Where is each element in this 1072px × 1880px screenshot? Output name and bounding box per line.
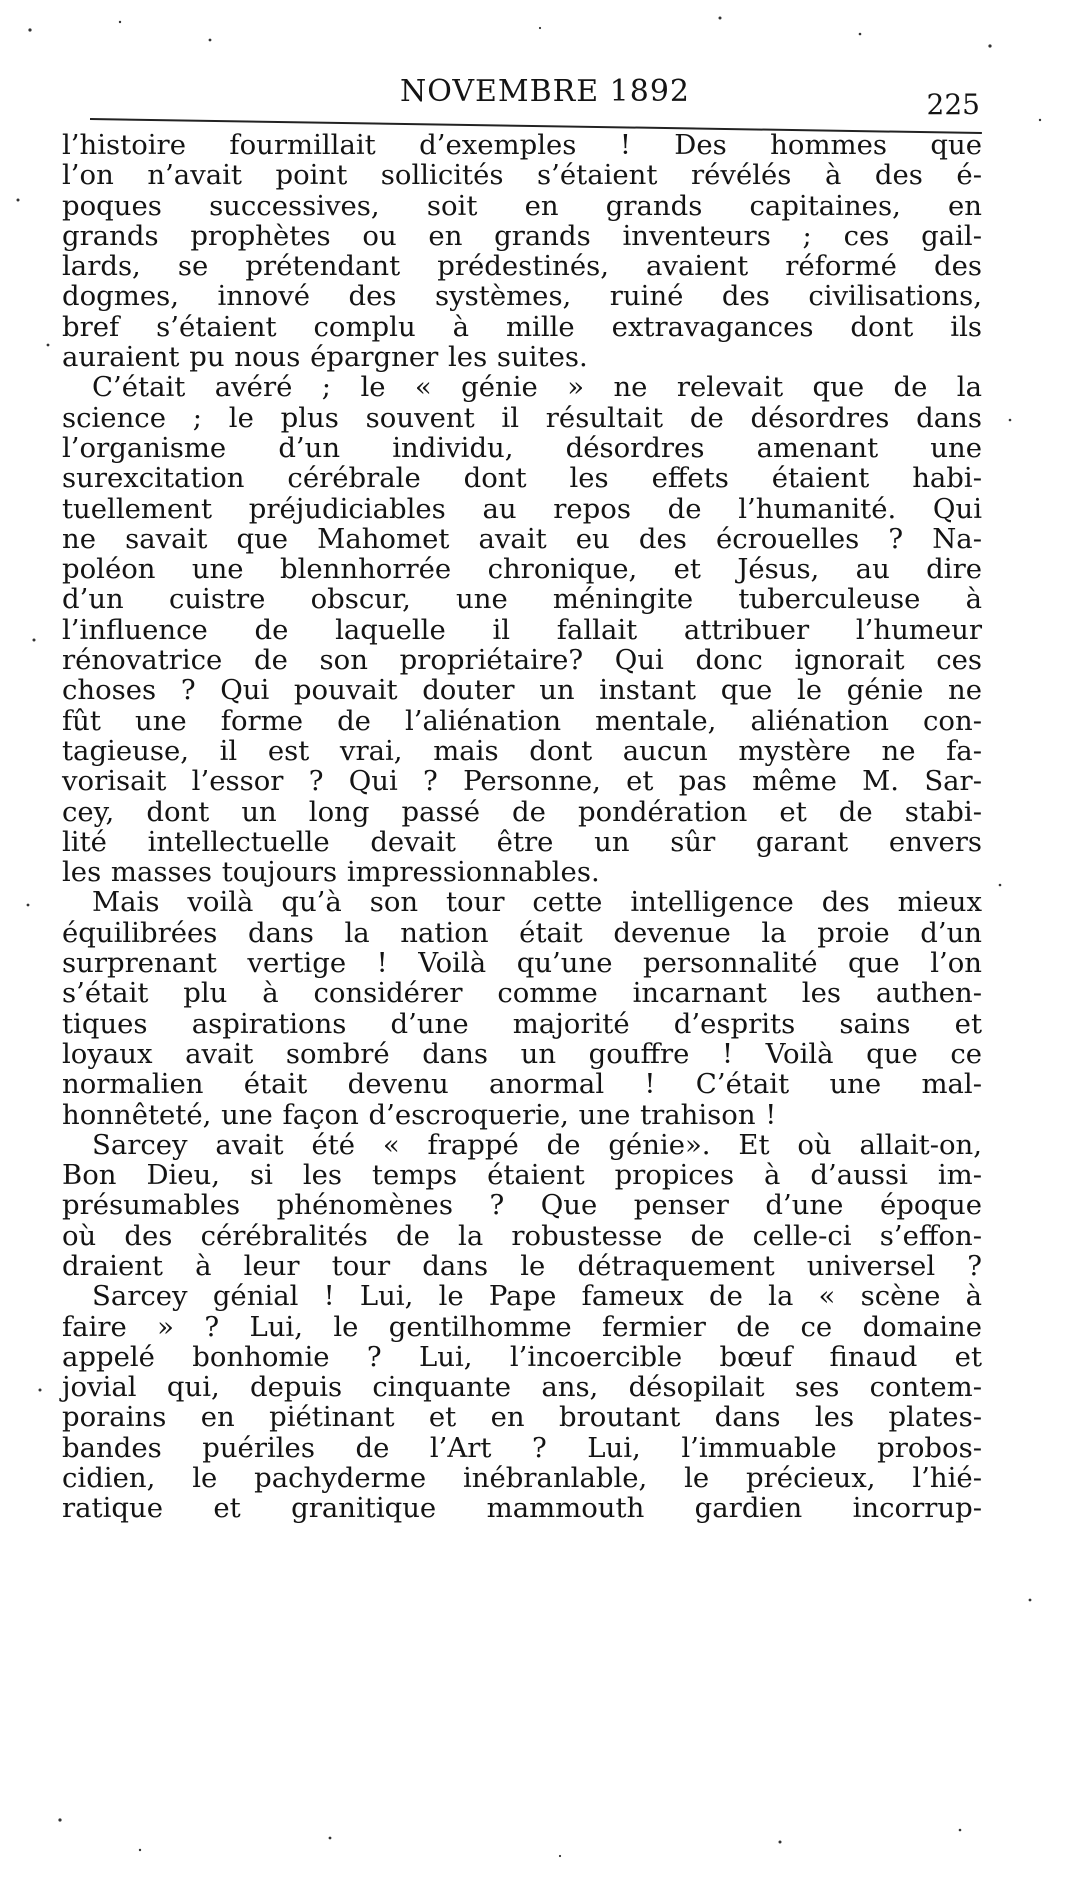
text-line: surprenant vertige ! Voilà qu’une personnalité que l’on [62,947,982,980]
text-line: l’histoire fourmillait d’exemples ! Des hommes que [62,129,982,161]
text-line: tuellement préjudiciables au repos de l’humanité. Qui [62,492,982,525]
text-line: faire » ? Lui, le gentilhomme fermier de ce domaine [62,1310,982,1343]
text-line: rénovatrice de son propriétaire? Qui donc ignorait ces [62,644,982,677]
text-line: appelé bonhomie ? Lui, l’incoercible bœuf finaud et [62,1340,982,1373]
body-text [62,130,982,1524]
text-line: l’organisme d’un individu, désordres amenant une [62,431,982,464]
text-line: tagieuse, il est vrai, mais dont aucun mystère ne fa- [62,734,982,767]
text-line: honnêteté, une façon d’escroquerie, une trahison ! [62,1098,777,1131]
text-line: Sarcey génial ! Lui, le Pape fameux de la « scène à [92,1280,982,1313]
running-head [90,68,980,121]
text-line: d’un cuistre obscur, une méningite tuberculeuse à [62,583,982,616]
text-line: cidien, le pachyderme inébranlable, le précieux, l’hié- [62,1462,982,1495]
text-line: draient à leur tour dans le détraquement universel ? [62,1249,982,1282]
text-line: loyaux avait sombré dans un gouffre ! Voilà que ce [62,1037,982,1070]
text-line: l’on n’avait point sollicités s’étaient révélés à des é- [62,159,982,192]
text-line: porains en piétinant et en broutant dans les plates- [62,1401,982,1434]
text-line: surexcitation cérébrale dont les effets étaient habi- [62,462,982,495]
text-line: normalien était devenu anormal ! C’était une mal- [62,1068,982,1101]
text-line: ne savait que Mahomet avait eu des écrouelles ? Na- [62,522,982,555]
text-line: bref s’étaient complu à mille extravagances dont ils [62,310,982,343]
text-line: présumables phénomènes ? Que penser d’une époque [62,1189,982,1222]
text-line: ratique et granitique mammouth gardien incorrup- [62,1492,982,1525]
text-line: poléon une blennhorrée chronique, et Jésus, au dire [62,553,982,586]
text-line: auraient pu nous épargner les suites. [62,341,588,374]
text-line: l’influence de laquelle il fallait attribuer l’humeur [62,613,982,646]
text-line: C’était avéré ; le « génie » ne relevait que de la [92,371,982,404]
text-line: lards, se prétendant prédestinés, avaient réformé des [62,250,982,283]
text-line: tiques aspirations d’une majorité d’esprits sains et [62,1007,982,1040]
text-line: science ; le plus souvent il résultait de désordres dans [62,401,982,434]
text-line: choses ? Qui pouvait douter un instant que le génie ne [62,674,982,707]
text-line: cey, dont un long passé de pondération et de stabi- [62,795,982,828]
text-line: Mais voilà qu’à son tour cette intelligence des mieux [92,886,982,919]
running-title: NOVEMBRE 1892 [400,74,691,109]
text-line: poques successives, soit en grands capitaines, en [62,189,982,222]
text-line: s’était plu à considérer comme incarnant les authen- [62,977,982,1010]
text-line: équilibrées dans la nation était devenue la proie d’un [62,916,982,949]
text-line: grands prophètes ou en grands inventeurs ; ces gail- [62,219,982,252]
text-line: où des cérébralités de la robustesse de celle-ci s’effon- [62,1219,982,1252]
text-line: Sarcey avait été « frappé de génie». Et où allait-on, [92,1128,982,1161]
text-line: Bon Dieu, si les temps étaient propices à d’aussi im- [62,1159,982,1192]
text-line: lité intellectuelle devait être un sûr garant envers [62,825,982,858]
text-line: bandes puériles de l’Art ? Lui, l’immuable probos- [62,1431,982,1464]
text-line: les masses toujours impressionnables. [62,856,600,889]
text-line: vorisait l’essor ? Qui ? Personne, et pas même M. Sar- [62,765,982,798]
page-number: 225 [926,88,980,121]
text-line: jovial qui, depuis cinquante ans, désopilait ses contem- [62,1371,982,1404]
text-line: fût une forme de l’aliénation mentale, aliénation con- [62,704,982,737]
text-line: dogmes, innové des systèmes, ruiné des civilisations, [62,280,982,313]
